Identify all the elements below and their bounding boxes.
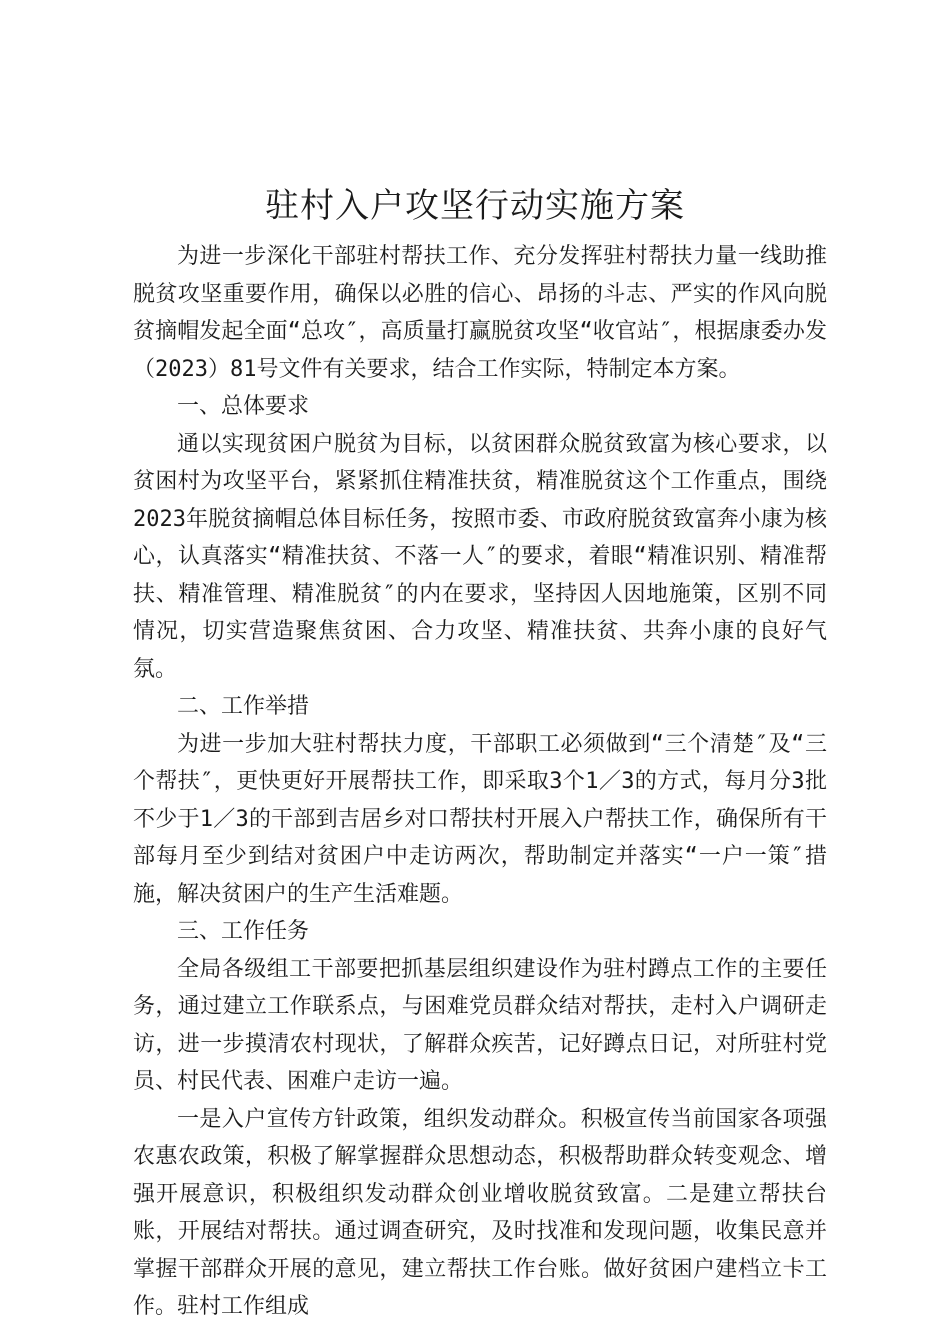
document-title: 驻村入户攻坚行动实施方案 xyxy=(265,186,685,226)
paragraph-intro: 为进一步深化干部驻村帮扶工作、充分发挥驻村帮扶力量一线助推脱贫攻坚重要作用，确保以必胜的信心、昂扬的斗志、严实的作风向脱贫摘帽发起全面“总攻″，高质量打赢脱贫攻坚“收官站″，根据康委办发（2023）81号文件有关要求，结合工作实际，特制定本方案。 xyxy=(133,244,827,382)
section-heading-1: 一、总体要求 xyxy=(177,394,310,419)
paragraph-work-measures: 为进一步加大驻村帮扶力度，干部职工必须做到“三个清楚″及“三个帮扶″，更快更好开展帮扶工作，即采取3个1／3的方式，每月分3批不少于1／3的干部到吉居乡对口帮扶村开展入户帮扶工作，确保所有干部每月至少到结对贫困户中走访两次，帮助制定并落实“一户一策″措施，解决贫困户的生产生活难题。 xyxy=(133,731,827,907)
paragraph-general-requirements: 通以实现贫困户脱贫为目标，以贫困群众脱贫致富为核心要求，以贫困村为攻坚平台，紧紧抓住精准扶贫，精准脱贫这个工作重点，围绕2023年脱贫摘帽总体目标任务，按照市委、市政府脱贫致富奔小康为核心，认真落实“精准扶贫、不落一人″的要求，着眼“精准识别、精准帮扶、精准管理、精准脱贫″的内在要求，坚持因人因地施策，区别不同情况，切实营造聚焦贫困、合力攻坚、精准扶贫、共奔小康的良好气氛。 xyxy=(133,431,827,682)
section-heading-3: 三、工作任务 xyxy=(177,919,310,944)
paragraph-work-tasks: 全局各级组工干部要把抓基层组织建设作为驻村蹲点工作的主要任务，通过建立工作联系点，与困难党员群众结对帮扶，走村入户调研走访，进一步摸清农村现状，了解群众疾苦，记好蹲点日记，对所驻村党员、村民代表、困难户走访一遍。 xyxy=(133,956,827,1094)
paragraph-task-details: 一是入户宣传方针政策，组织发动群众。积极宣传当前国家各项强农惠农政策，积极了解掌握群众思想动态，积极帮助群众转变观念、增强开展意识，积极组织发动群众创业增收脱贫致富。二是建立帮扶台账，开展结对帮扶。通过调查研究，及时找准和发现问题，收集民意并掌握干部群众开展的意见，建立帮扶工作台账。做好贫困户建档立卡工作。驻村工作组成 xyxy=(133,1106,827,1319)
section-heading-2: 二、工作举措 xyxy=(177,694,310,719)
document-body xyxy=(133,238,827,1326)
